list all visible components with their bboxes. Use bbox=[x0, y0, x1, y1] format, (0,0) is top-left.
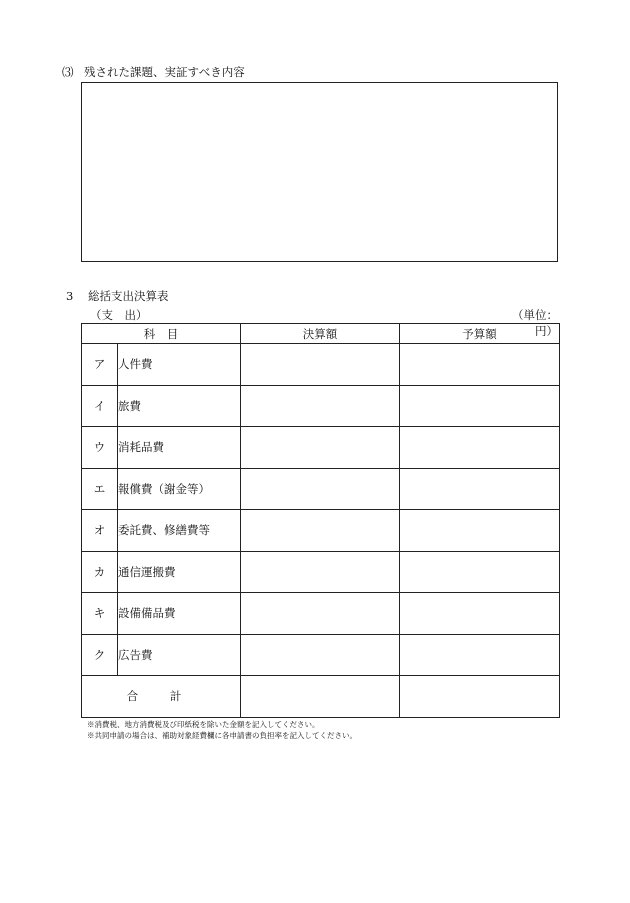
header-subject: 科 目 bbox=[82, 324, 241, 344]
section-title: 総括支出決算表 bbox=[88, 289, 169, 303]
row-label: 旅費 bbox=[118, 385, 241, 427]
row-mark: イ bbox=[82, 385, 118, 427]
budget-cell[interactable] bbox=[400, 344, 560, 386]
row-label: 人件費 bbox=[118, 344, 241, 386]
table-row bbox=[82, 427, 560, 469]
budget-cell[interactable] bbox=[400, 593, 560, 635]
total-label: 合 計 bbox=[82, 676, 241, 718]
row-label: 通信運搬費 bbox=[118, 551, 241, 593]
budget-cell[interactable] bbox=[400, 468, 560, 510]
table-row bbox=[82, 593, 560, 635]
table-row bbox=[82, 510, 560, 552]
row-mark: キ bbox=[82, 593, 118, 635]
budget-cell[interactable] bbox=[400, 634, 560, 676]
subsection-heading bbox=[62, 64, 245, 80]
total-row bbox=[82, 676, 560, 718]
settlement-cell[interactable] bbox=[241, 427, 400, 469]
table-header-row bbox=[82, 324, 560, 344]
row-mark: ア bbox=[82, 344, 118, 386]
table-kind-label: （支 出） bbox=[90, 308, 148, 322]
settlement-cell[interactable] bbox=[241, 551, 400, 593]
row-label: 設備備品費 bbox=[118, 593, 241, 635]
row-mark: エ bbox=[82, 468, 118, 510]
settlement-cell[interactable] bbox=[241, 344, 400, 386]
subsection-title: 残された課題、実証すべき内容 bbox=[84, 65, 245, 79]
budget-cell[interactable] bbox=[400, 510, 560, 552]
row-label: 報償費（謝金等） bbox=[118, 468, 241, 510]
table-row bbox=[82, 385, 560, 427]
settlement-cell[interactable] bbox=[241, 468, 400, 510]
budget-cell[interactable] bbox=[400, 427, 560, 469]
table-row bbox=[82, 468, 560, 510]
footnote: ※共同申請の場合は、補助対象経費欄に各申請書の負担率を記入してください。 bbox=[87, 731, 357, 740]
table-row bbox=[82, 634, 560, 676]
row-label: 広告費 bbox=[118, 634, 241, 676]
settlement-cell[interactable] bbox=[241, 385, 400, 427]
section-heading bbox=[66, 288, 169, 304]
table-row bbox=[82, 551, 560, 593]
row-label: 消耗品費 bbox=[118, 427, 241, 469]
row-mark: オ bbox=[82, 510, 118, 552]
subsection-number: ⑶ bbox=[62, 65, 74, 79]
footnote: ※消費税、地方消費税及び印紙税を除いた金額を記入してください。 bbox=[87, 720, 320, 729]
total-settlement-cell[interactable] bbox=[241, 676, 400, 718]
row-mark: カ bbox=[82, 551, 118, 593]
row-mark: ク bbox=[82, 634, 118, 676]
unit-label: （単位：円） bbox=[512, 308, 558, 338]
header-settlement: 決算額 bbox=[241, 324, 400, 344]
header-budget: 予算額 bbox=[400, 324, 560, 344]
section-number: 3 bbox=[66, 289, 74, 303]
remaining-issues-textbox[interactable] bbox=[81, 82, 558, 262]
table-row bbox=[82, 344, 560, 386]
settlement-cell[interactable] bbox=[241, 593, 400, 635]
row-mark: ウ bbox=[82, 427, 118, 469]
total-budget-cell[interactable] bbox=[400, 676, 560, 718]
settlement-cell[interactable] bbox=[241, 634, 400, 676]
expenditure-table bbox=[81, 323, 560, 718]
budget-cell[interactable] bbox=[400, 551, 560, 593]
settlement-cell[interactable] bbox=[241, 510, 400, 552]
row-label: 委託費、修繕費等 bbox=[118, 510, 241, 552]
budget-cell[interactable] bbox=[400, 385, 560, 427]
